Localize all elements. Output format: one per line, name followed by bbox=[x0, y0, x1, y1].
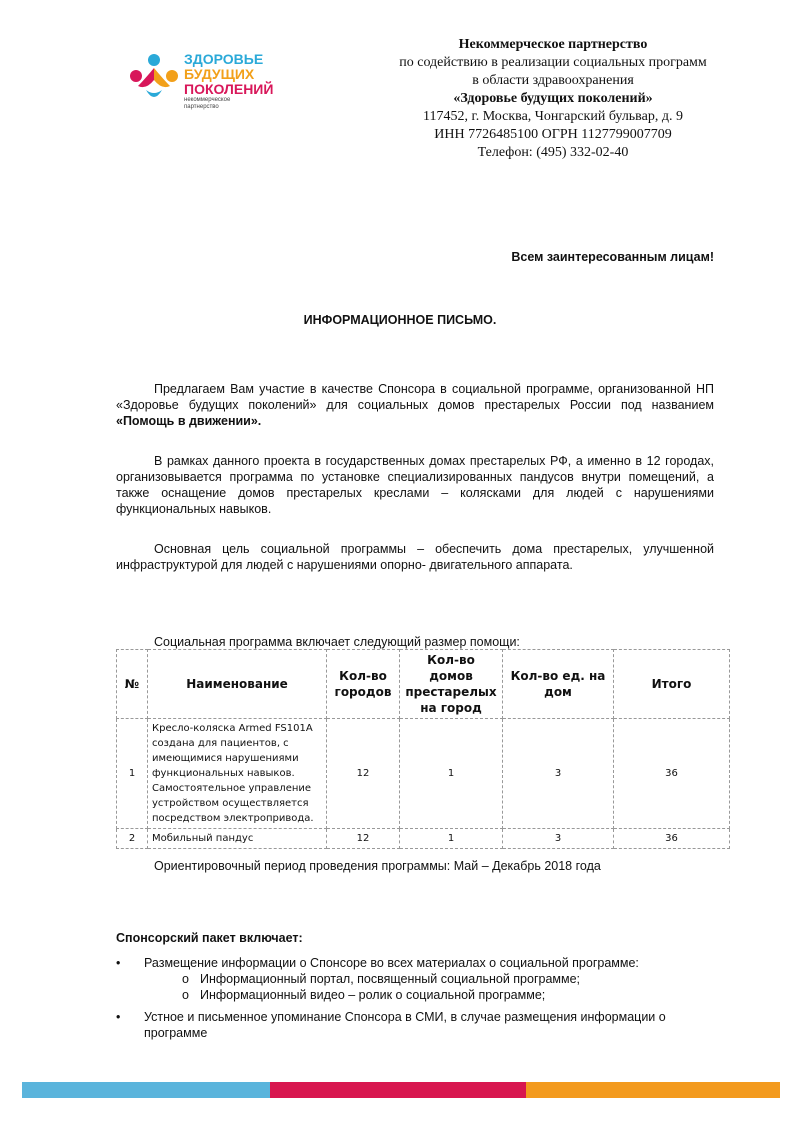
list-item-text: Размещение информации о Спонсоре во всех материалах о социальной программе: bbox=[144, 956, 639, 970]
footer-bar-blue bbox=[22, 1082, 270, 1098]
org-line-2: по содействию в реализации социальных программ bbox=[399, 55, 707, 70]
footer-bar-orange bbox=[526, 1082, 780, 1098]
header-total: Итого bbox=[614, 650, 730, 719]
org-line-3: в области здравоохранения bbox=[472, 73, 634, 88]
cell-units: 3 bbox=[503, 719, 614, 829]
header-homes: Кол-во домов престарелых на город bbox=[400, 650, 503, 719]
logo bbox=[126, 46, 276, 122]
program-name: «Помощь в движении». bbox=[116, 414, 262, 428]
org-address: 117452, г. Москва, Чонгарский бульвар, д. 9 bbox=[423, 109, 683, 124]
logo-text bbox=[184, 52, 273, 111]
org-line-4: «Здоровье будущих поколений» bbox=[453, 91, 653, 106]
logo-line-2: БУДУЩИХ bbox=[184, 66, 255, 82]
logo-line-1: ЗДОРОВЬЕ bbox=[184, 51, 264, 67]
aid-table bbox=[116, 649, 730, 849]
sub-list bbox=[144, 971, 716, 1003]
paragraph-3: Основная цель социальной программы – обеспечить дома престарелых, улучшенной инфраструктурой для людей с нарушениями опорно- двигательного аппарата. bbox=[116, 542, 714, 572]
table-row bbox=[117, 719, 730, 829]
logo-line-3: ПОКОЛЕНИЙ bbox=[184, 81, 274, 97]
table-header-row bbox=[117, 650, 730, 719]
org-line-1: Некоммерческое партнерство bbox=[458, 37, 648, 52]
table-row bbox=[117, 829, 730, 849]
cell-total: 36 bbox=[614, 829, 730, 849]
circle-bullet-icon: o bbox=[182, 972, 189, 986]
header-name: Наименование bbox=[148, 650, 327, 719]
organization-header bbox=[380, 36, 726, 162]
cell-total: 36 bbox=[614, 719, 730, 829]
header-number: № bbox=[117, 650, 148, 719]
paragraph-1-text: Предлагаем Вам участие в качестве Спонсора в социальной программе, организованной НП «Здоровье будущих поколений» для социальных домов престарелых России под названием bbox=[116, 382, 714, 412]
sponsor-list bbox=[116, 955, 716, 1041]
letter-title: ИНФОРМАЦИОННОЕ ПИСЬМО. bbox=[303, 313, 497, 327]
org-ids: ИНН 7726485100 ОГРН 1127799007709 bbox=[434, 127, 672, 142]
sub-item-text: Информационный видео – ролик о социальной программе; bbox=[200, 988, 546, 1002]
table-caption: Социальная программа включает следующий размер помощи: bbox=[154, 635, 520, 649]
cell-name: Мобильный пандус bbox=[148, 829, 327, 849]
paragraph-1 bbox=[116, 381, 714, 429]
sub-list-item bbox=[144, 987, 716, 1003]
logo-line-4: некоммерческое партнерство bbox=[184, 97, 231, 110]
header-cities: Кол-во городов bbox=[327, 650, 400, 719]
list-item bbox=[116, 1009, 716, 1041]
org-phone: Телефон: (495) 332-02-40 bbox=[477, 145, 629, 160]
cell-number: 2 bbox=[117, 829, 148, 849]
header-units: Кол-во ед. на дом bbox=[503, 650, 614, 719]
cell-number: 1 bbox=[117, 719, 148, 829]
list-item bbox=[116, 955, 716, 1003]
circle-bullet-icon: o bbox=[182, 988, 189, 1002]
sponsor-heading: Спонсорский пакет включает: bbox=[116, 931, 303, 945]
bullet-icon: • bbox=[116, 1010, 121, 1024]
cell-homes: 1 bbox=[400, 829, 503, 849]
cell-cities: 12 bbox=[327, 719, 400, 829]
addressee: Всем заинтересованным лицам! bbox=[511, 250, 714, 264]
sub-list-item bbox=[144, 971, 716, 987]
cell-units: 3 bbox=[503, 829, 614, 849]
logo-figures-icon bbox=[126, 50, 182, 106]
program-period: Ориентировочный период проведения программы: Май – Декабрь 2018 года bbox=[154, 859, 601, 873]
sub-item-text: Информационный портал, посвященный социальной программе; bbox=[200, 972, 581, 986]
cell-cities: 12 bbox=[327, 829, 400, 849]
footer-bar-red bbox=[270, 1082, 526, 1098]
list-item-text: Устное и письменное упоминание Спонсора в СМИ, в случае размещения информации о программе bbox=[144, 1010, 666, 1040]
cell-name: Кресло-коляска Armed FS101A создана для пациентов, с имеющимися нарушениями функциональных навыков. Самостоятельное управление устройством осуществляется посредством электропривода. bbox=[148, 719, 327, 829]
bullet-icon: • bbox=[116, 956, 121, 970]
paragraph-2: В рамках данного проекта в государственных домах престарелых РФ, а именно в 12 городах, организовывается программа по установке специализированных пандусов внутри помещений, а также оснащение домов престарелых креслами – колясками для людей с нарушениями функциональных навыков. bbox=[116, 454, 714, 516]
cell-homes: 1 bbox=[400, 719, 503, 829]
